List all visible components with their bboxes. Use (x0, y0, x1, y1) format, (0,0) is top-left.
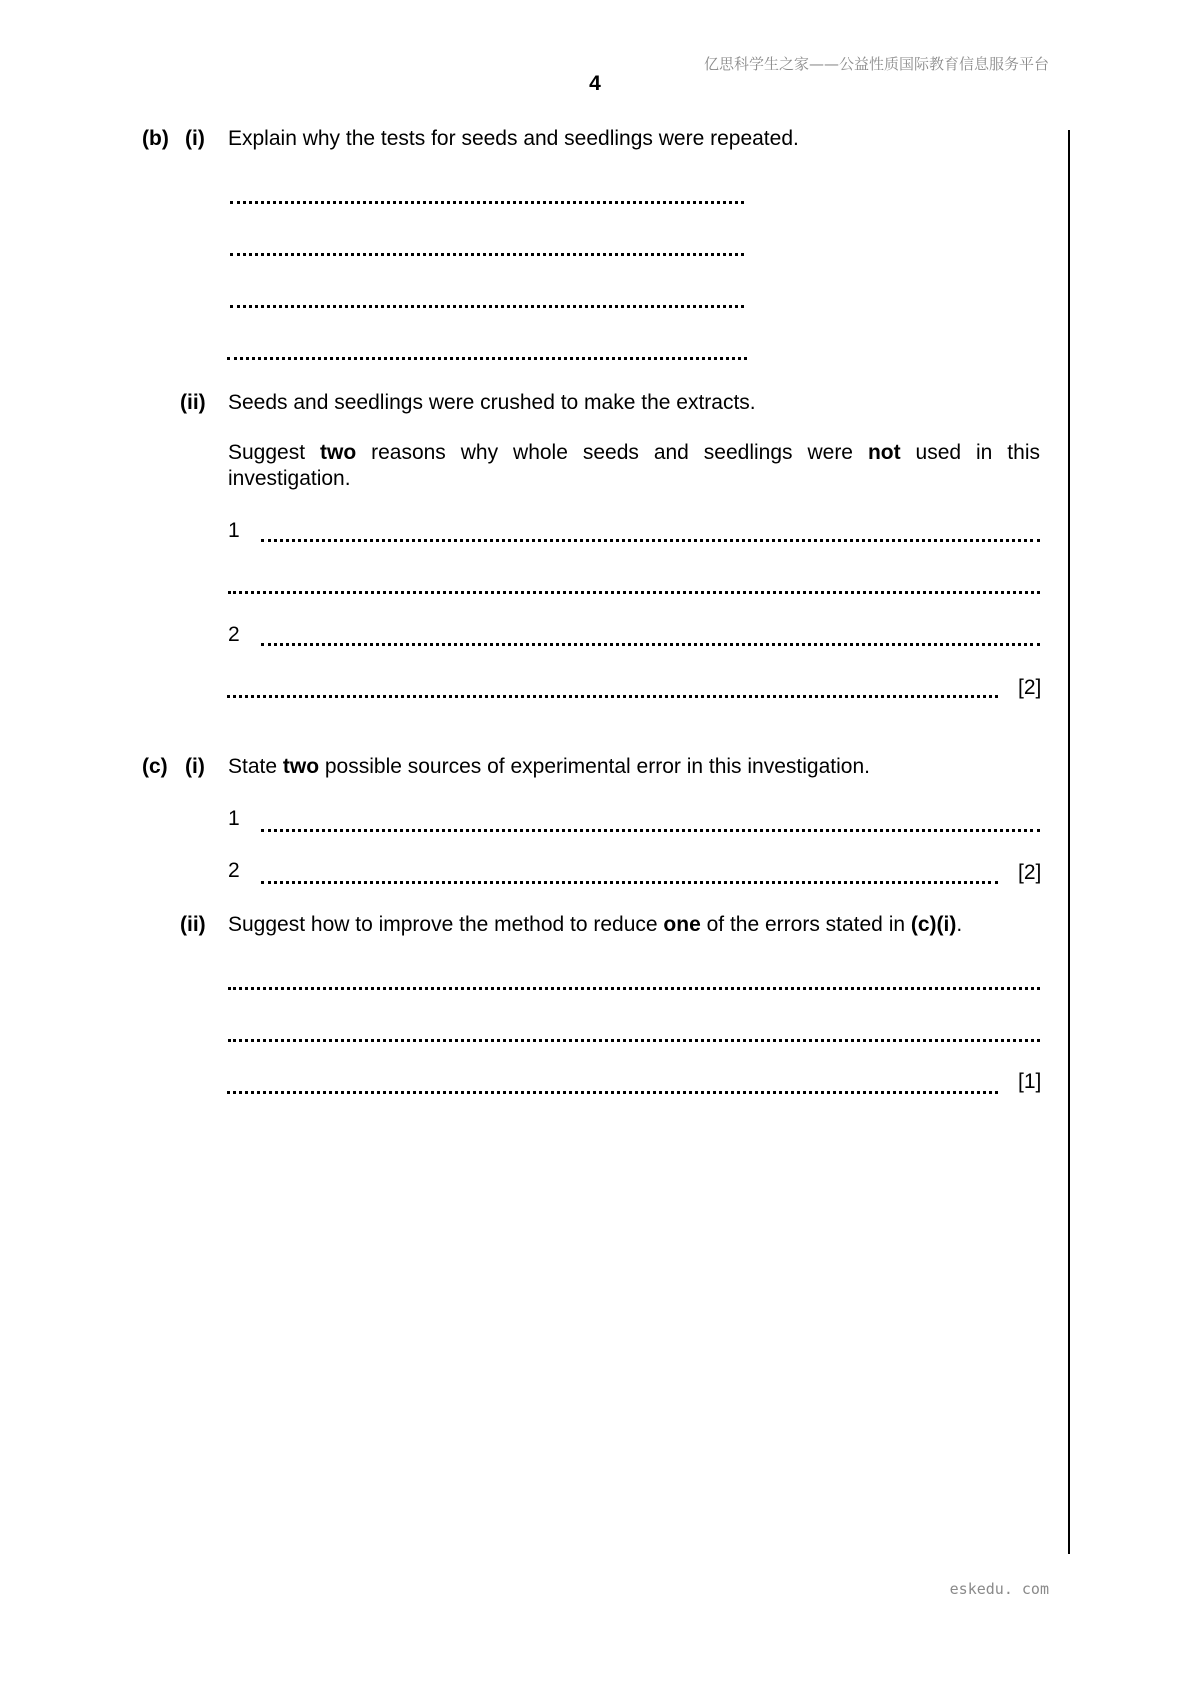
answer-line-b-ii-2[interactable] (261, 643, 1040, 646)
answer-number-2: 2 (228, 859, 240, 882)
part-b-ii-label: (ii) (180, 391, 206, 414)
answer-number-1: 1 (228, 519, 240, 542)
prompt-text: used in this investigation. (228, 441, 1040, 490)
answer-line-c-i-1[interactable] (261, 829, 1040, 832)
question-text: Suggest how to improve the method to reduce (228, 913, 664, 936)
question-reference: (c)(i) (910, 913, 957, 936)
question-text: State (228, 755, 283, 778)
answer-line-c-ii-1[interactable] (228, 987, 1040, 990)
question-text: possible sources of experimental error in this investigation. (319, 755, 870, 778)
part-b-i-question: Explain why the tests for seeds and seedlings were repeated. (228, 127, 799, 150)
question-text: of the errors stated in (700, 913, 911, 936)
answer-line-b-i-2[interactable] (230, 253, 744, 256)
answer-line-b-i-3[interactable] (230, 305, 744, 308)
header-site-name: 亿思科学生之家——公益性质国际教育信息服务平台 (703, 55, 1049, 73)
answer-line-c-i-2[interactable] (261, 881, 998, 884)
part-b-ii-prompt (228, 440, 1040, 492)
answer-line-b-i-4[interactable] (227, 357, 747, 360)
footer-site: eskedu. com (949, 1580, 1049, 1598)
margin-line (1068, 130, 1070, 1554)
marks-b-ii: [2] (1018, 676, 1042, 699)
answer-line-c-ii-2[interactable] (228, 1039, 1040, 1042)
part-b-i-label: (i) (185, 127, 205, 150)
marks-c-ii: [1] (1018, 1070, 1042, 1093)
page-number: 4 (589, 72, 601, 95)
part-c-label: (c) (142, 755, 168, 778)
part-b-ii-statement: Seeds and seedlings were crushed to make the extracts. (228, 391, 756, 414)
answer-line-c-ii-3[interactable] (227, 1091, 998, 1094)
answer-line-b-ii-1[interactable] (261, 539, 1040, 542)
marks-c-i: [2] (1018, 861, 1042, 884)
question-emphasis-two: two (282, 755, 320, 778)
question-emphasis-one: one (663, 913, 701, 936)
prompt-emphasis-two: two (320, 441, 357, 464)
answer-line-b-i-1[interactable] (230, 201, 744, 204)
prompt-emphasis-not: not (867, 441, 901, 464)
answer-number-1: 1 (228, 807, 240, 830)
part-c-i-label: (i) (185, 755, 205, 778)
part-c-i-question (228, 754, 870, 780)
prompt-text: reasons why whole seeds and seedlings were (356, 441, 868, 464)
question-text: . (956, 913, 963, 936)
answer-line-b-ii-2b[interactable] (227, 695, 998, 698)
answer-line-b-ii-1b[interactable] (228, 591, 1040, 594)
part-b-label: (b) (142, 127, 169, 150)
part-c-ii-label: (ii) (180, 913, 206, 936)
prompt-text: Suggest (228, 441, 320, 464)
part-c-ii-question (228, 912, 962, 938)
answer-number-2: 2 (228, 623, 240, 646)
